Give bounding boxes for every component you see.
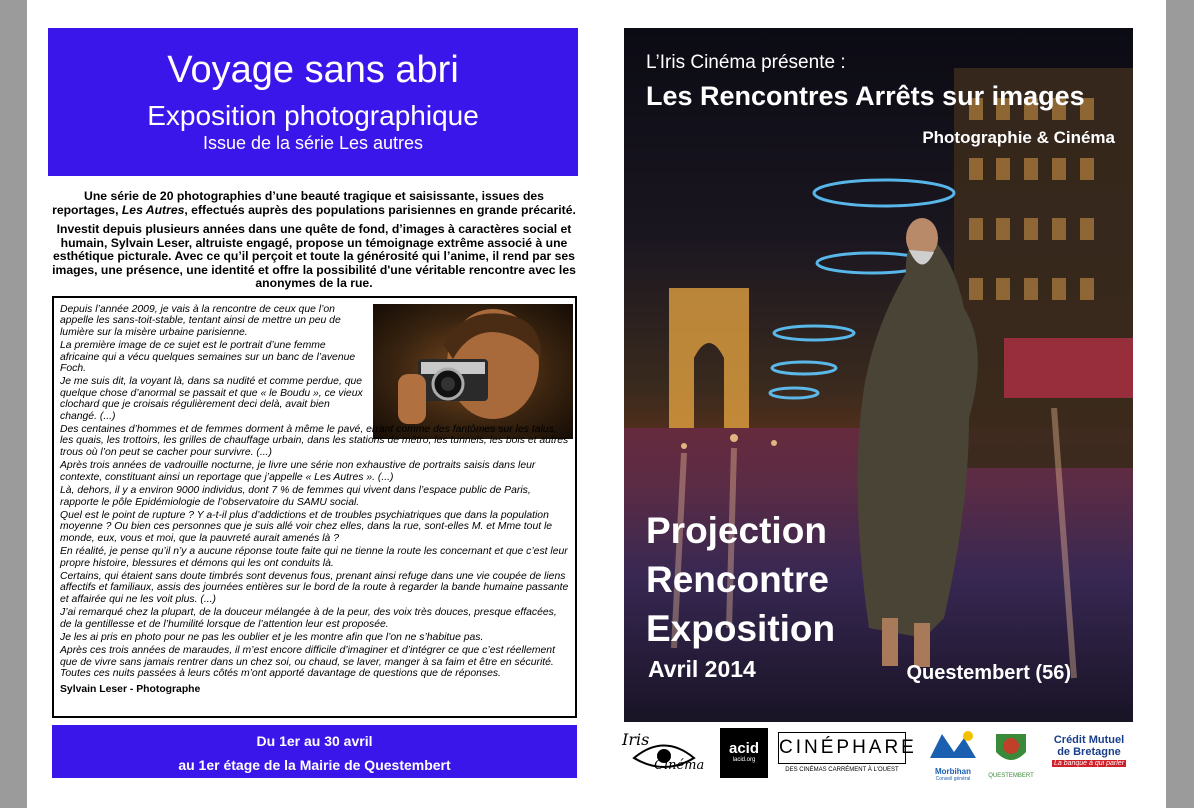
poster-word-rencontre: Rencontre: [646, 559, 829, 600]
intro-text: [50, 190, 578, 297]
story-paragraph: Je les ai pris en photo pour ne pas les oublier et je les montre afin que l’on ne s’habitue pas.: [60, 631, 484, 643]
story-paragraph: Je me suis dit, la voyant là, dans sa nudité et comme perdue, que quelque chose d’anormal se passait et que « le Boudu », ce vieux clochard que je croisais régulièrement deci delà, avait bien changé. (...): [60, 376, 363, 422]
story-text: [60, 304, 570, 697]
event-poster: [624, 28, 1133, 722]
story-paragraph: La première image de ce sujet est le portrait d’une femme africaine qui a vécu quelques semaines sur un banc de l’avenue Foch.: [60, 340, 356, 375]
story-paragraph: Depuis l’année 2009, je vais à la rencontre de ceux que l’on appelle les sans-toit-stable, tentant ainsi de mettre un peu de lumière sur la misère urbaine parisienne.: [60, 304, 341, 338]
poster-place: Questembert (56): [906, 662, 1071, 684]
exhibition-series: Issue de la série Les autres: [202, 133, 424, 153]
poster-subtitle: Photographie & Cinéma: [922, 128, 1115, 147]
poster-word-projection: Projection: [646, 510, 827, 551]
sponsor-logos: [614, 728, 1134, 784]
morbihan-emblem-icon: [924, 728, 982, 762]
story-paragraph: Quel est le point de rupture ? Y a-t-il plus d’addictions et de troubles psychiatriques que dans la population moyenne ? Ou bien ces personnes que je suis allé voir chez elles, dans la rue, sont-elles M. et Mme tout le monde, eux, vous et moi, que la pauvreté aurait amenés là ?: [60, 509, 553, 544]
story-paragraph: Certains, qui étaient sans doute timbrés sont devenus fous, prenant ainsi refuge dans une vie coupée de liens affectifs et familiaux, assis des journées entières sur le bord de la route à regarder la bande humaine passante et affairée qui ne les voit plus. (...): [60, 570, 569, 605]
credit-mutuel-logo: Crédit Mutuel de Bretagne La banque à qui parler: [1053, 734, 1125, 767]
iris-cinema-logo: Iris Cinéma: [614, 728, 714, 778]
morbihan-logo: Morbihan Conseil général: [924, 728, 982, 778]
cinephare-logo: CINÉPHARE DES CINÉMAS CARRÉMENT À L'OUEST: [772, 728, 912, 778]
dates-line-1: Du 1er au 30 avril: [256, 733, 373, 749]
title-banner: [48, 28, 578, 176]
poster-word-exposition: Exposition: [646, 608, 836, 649]
intro-paragraph-1: Une série de 20 photographies d’une beauté tragique et saisissante, issues des reportages, Les Autres, effectués auprès des populations parisiennes en grande précarité.: [52, 189, 576, 217]
poster-month: Avril 2014: [648, 656, 756, 682]
story-paragraph: Après ces trois années de maraudes, il m’est encore difficile d’imaginer et d’intégrer ce que c’est réellement que de vivre sans jamais rentrer dans un chez soi, ou chaud, se laver, manger à sa faim et être en sécurité. Toutes ces nuits passées à leurs côtés m’ont apporté davantage de questions que de réponses.: [60, 645, 555, 680]
poster-title: Les Rencontres Arrêts sur images: [646, 81, 1085, 111]
exhibition-title: Voyage sans abri: [167, 49, 459, 91]
questembert-logo: QUESTEMBERT: [986, 728, 1036, 778]
story-paragraph: Là, dehors, il y a environ 9000 individus, dont 7 % de femmes qui vivent dans l’espace public de Paris, rapporte le pôle Epidémiologie de l’observatoire du SAMU social.: [60, 485, 531, 508]
story-box: [52, 296, 577, 718]
dates-banner: [52, 725, 577, 778]
photographer-signature: Sylvain Leser - Photographe: [60, 683, 201, 695]
exhibition-subtitle: Exposition photographique: [147, 100, 479, 131]
poster-presents: L’Iris Cinéma présente :: [646, 52, 846, 73]
story-paragraph: Après trois années de vadrouille nocturne, je livre une série non exhaustive de portraits saisis dans leur contexte, constituant ainsi un reportage que j’appelle « Les Autres ». (...): [60, 460, 536, 483]
story-paragraph: J’ai remarqué chez la plupart, de la douceur mélangée à de la peur, des voix très douces, presque effacées, de la gentillesse et de l’humilité lorsque de l’attention leur est proposée.: [60, 607, 557, 630]
acid-logo: acid lacid.org: [720, 728, 768, 778]
questembert-emblem-icon: [986, 728, 1036, 768]
story-paragraph: En réalité, je pense qu’il n’y a aucune réponse toute faite qui ne tienne la route les concernant et que c’est leur propre histoire, blessures et démons qui les ont conduits là.: [60, 546, 568, 569]
intro-paragraph-2: Investit depuis plusieurs années dans une quête de fond, d’images à caractères social et humain, Sylvain Leser, altruiste engagé, propose un témoignage extrême associé à une esthétique picturale. Avec ce qu’il perçoit et toute la générosité qui l’anime, il rend par ses images, une présence, une identité et offre la possibilité d'une véritable rencontre avec les anonymes de la rue.: [52, 222, 576, 290]
dates-line-2: au 1er étage de la Mairie de Questembert: [178, 757, 451, 773]
story-paragraph: Des centaines d’hommes et de femmes dorment à même le pavé, errant comme des fantômes sur les talus, les quais, les trottoirs, les grilles de chauffage urbain, dans les stations de métro, les tunnels, les bois et autres trous où l’on peut se cacher pour survivre. (...): [60, 424, 569, 458]
